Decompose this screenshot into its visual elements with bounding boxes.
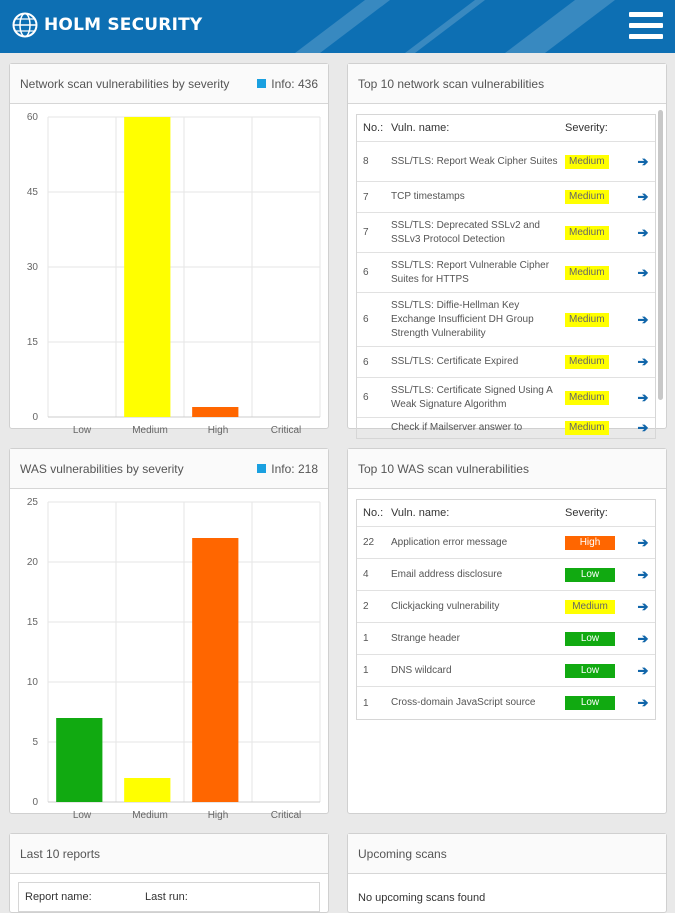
col-vuln-name: Vuln. name: bbox=[391, 507, 450, 519]
severity-badge: Medium bbox=[565, 421, 609, 435]
row-severity bbox=[565, 421, 631, 435]
table-row[interactable] bbox=[357, 347, 655, 378]
panel-title: Network scan vulnerabilities by severity bbox=[20, 76, 230, 91]
table-row[interactable] bbox=[357, 213, 655, 253]
arrow-right-icon[interactable]: ➔ bbox=[637, 224, 649, 240]
info-legend[interactable] bbox=[257, 77, 318, 91]
logo[interactable] bbox=[12, 12, 202, 38]
table-row[interactable] bbox=[357, 559, 655, 591]
severity-badge: Low bbox=[565, 664, 615, 678]
globe-icon bbox=[12, 12, 38, 38]
panel-title: Top 10 network scan vulnerabilities bbox=[358, 76, 545, 91]
col-severity: Severity: bbox=[565, 507, 608, 519]
arrow-right-icon[interactable]: ➔ bbox=[637, 566, 649, 582]
reports-table bbox=[18, 882, 320, 912]
table-row[interactable] bbox=[357, 527, 655, 559]
row-count: 6 bbox=[363, 392, 369, 403]
row-severity bbox=[565, 696, 631, 710]
header-pattern bbox=[255, 0, 675, 53]
row-severity bbox=[565, 355, 631, 369]
y-tick-label: 15 bbox=[26, 337, 38, 348]
hamburger-icon bbox=[629, 12, 663, 17]
row-count: 6 bbox=[363, 314, 369, 325]
x-tick-label: Low bbox=[72, 810, 92, 821]
hamburger-icon-bar bbox=[629, 23, 663, 28]
y-tick-label: 10 bbox=[26, 677, 38, 688]
col-no: No.: bbox=[363, 507, 384, 519]
row-count: 8 bbox=[363, 156, 369, 167]
y-tick-label: 5 bbox=[32, 737, 38, 748]
row-vuln-name: Clickjacking vulnerability bbox=[391, 600, 500, 612]
arrow-right-icon[interactable]: ➔ bbox=[637, 598, 649, 614]
row-severity bbox=[565, 226, 631, 240]
row-severity bbox=[565, 536, 631, 550]
col-severity: Severity: bbox=[565, 122, 608, 134]
row-vuln-name: SSL/TLS: Deprecated SSLv2 and SSLv3 Protocol Detection bbox=[391, 219, 540, 245]
row-severity bbox=[565, 313, 631, 327]
y-tick-label: 30 bbox=[26, 262, 38, 273]
scrollbar[interactable] bbox=[658, 110, 663, 400]
bar-low bbox=[56, 718, 102, 802]
arrow-right-icon[interactable]: ➔ bbox=[637, 534, 649, 550]
bar-medium bbox=[124, 117, 170, 417]
x-tick-label: Critical bbox=[270, 425, 302, 436]
app-header bbox=[0, 0, 675, 53]
severity-badge: Medium bbox=[565, 190, 609, 204]
panel-title: WAS vulnerabilities by severity bbox=[20, 461, 184, 476]
row-count: 6 bbox=[363, 356, 369, 368]
table-row[interactable] bbox=[357, 378, 655, 418]
panel-title: Last 10 reports bbox=[20, 846, 101, 861]
arrow-right-icon[interactable]: ➔ bbox=[637, 420, 649, 435]
table-row[interactable] bbox=[357, 253, 655, 293]
upcoming-scans-panel bbox=[347, 833, 667, 913]
severity-badge: Medium bbox=[565, 226, 609, 240]
row-severity bbox=[565, 190, 631, 204]
row-severity bbox=[565, 664, 631, 678]
col-report-name: Report name: bbox=[25, 891, 92, 903]
hamburger-icon-bar bbox=[629, 34, 663, 39]
x-tick-label: Medium bbox=[132, 810, 168, 821]
row-count: 4 bbox=[363, 569, 369, 580]
info-legend[interactable] bbox=[257, 462, 318, 476]
was-vuln-table bbox=[356, 499, 656, 720]
x-tick-label: High bbox=[207, 810, 229, 821]
row-vuln-name: SSL/TLS: Certificate Expired bbox=[391, 356, 519, 367]
panel-header bbox=[10, 64, 328, 104]
hamburger-menu-button[interactable] bbox=[629, 12, 663, 40]
arrow-right-icon[interactable]: ➔ bbox=[637, 630, 649, 646]
table-row[interactable] bbox=[357, 418, 655, 438]
info-swatch bbox=[257, 464, 266, 473]
reports-table-header bbox=[19, 883, 319, 911]
bar-high bbox=[192, 538, 238, 802]
table-row[interactable] bbox=[357, 623, 655, 655]
table-row[interactable] bbox=[357, 687, 655, 719]
col-last-run: Last run: bbox=[145, 891, 188, 903]
arrow-right-icon[interactable]: ➔ bbox=[637, 189, 649, 204]
row-vuln-name: TCP timestamps bbox=[391, 191, 465, 202]
table-row[interactable] bbox=[357, 182, 655, 213]
row-count: 22 bbox=[363, 537, 375, 548]
table-row[interactable] bbox=[357, 655, 655, 687]
panel-title: Upcoming scans bbox=[358, 846, 447, 861]
info-swatch bbox=[257, 79, 266, 88]
table-header bbox=[357, 115, 655, 142]
was-severity-chart bbox=[10, 490, 330, 821]
row-vuln-name: SSL/TLS: Certificate Signed Using A Weak Signature Algorithm bbox=[391, 384, 553, 410]
severity-badge: Medium bbox=[565, 155, 609, 169]
y-tick-label: 0 bbox=[32, 797, 38, 808]
row-severity bbox=[565, 568, 631, 582]
network-chart-panel bbox=[9, 63, 329, 436]
y-tick-label: 25 bbox=[26, 497, 38, 508]
severity-badge: Low bbox=[565, 632, 615, 646]
y-tick-label: 0 bbox=[32, 412, 38, 423]
row-count: 2 bbox=[363, 601, 369, 612]
was-chart-panel bbox=[9, 448, 329, 821]
panel-title: Top 10 WAS scan vulnerabilities bbox=[358, 461, 529, 476]
severity-badge: Low bbox=[565, 696, 615, 710]
row-vuln-name: Email address disclosure bbox=[391, 568, 503, 580]
severity-badge: Medium bbox=[565, 266, 609, 280]
table-row[interactable] bbox=[357, 591, 655, 623]
row-vuln-name: Check if Mailserver answer to bbox=[391, 422, 523, 433]
y-tick-label: 45 bbox=[26, 187, 38, 198]
severity-badge: High bbox=[565, 536, 615, 550]
row-vuln-name: DNS wildcard bbox=[391, 664, 452, 676]
top-was-panel bbox=[347, 448, 667, 814]
severity-badge: Medium bbox=[565, 391, 609, 405]
col-vuln-name: Vuln. name: bbox=[391, 122, 450, 134]
table-row[interactable] bbox=[357, 293, 655, 347]
row-count: 6 bbox=[363, 267, 369, 278]
logo-text: HOLM SECURITY bbox=[44, 15, 203, 35]
panel-header bbox=[348, 64, 666, 104]
row-severity bbox=[565, 155, 631, 169]
panel-header bbox=[348, 449, 666, 489]
panel-header bbox=[348, 834, 666, 874]
network-severity-chart bbox=[10, 105, 330, 436]
row-vuln-name: Strange header bbox=[391, 632, 460, 644]
severity-badge: Medium bbox=[565, 355, 609, 369]
row-severity bbox=[565, 632, 631, 646]
network-vuln-table bbox=[356, 114, 656, 439]
severity-badge: Medium bbox=[565, 600, 615, 614]
row-severity bbox=[565, 391, 631, 405]
row-vuln-name: SSL/TLS: Report Weak Cipher Suites bbox=[391, 155, 558, 167]
no-upcoming-text: No upcoming scans found bbox=[358, 892, 486, 904]
y-tick-label: 60 bbox=[26, 112, 38, 123]
table-row[interactable] bbox=[357, 142, 655, 182]
arrow-right-icon[interactable]: ➔ bbox=[637, 662, 649, 678]
row-vuln-name: Application error message bbox=[391, 536, 508, 548]
row-count: 1 bbox=[363, 633, 369, 644]
severity-badge: Medium bbox=[565, 313, 609, 327]
row-vuln-name: SSL/TLS: Diffie-Hellman Key Exchange Insufficient DH Group Strength Vulnerability bbox=[391, 299, 534, 339]
arrow-right-icon[interactable]: ➔ bbox=[637, 311, 649, 327]
info-count: Info: 218 bbox=[271, 461, 318, 476]
arrow-right-icon[interactable]: ➔ bbox=[637, 389, 649, 405]
panel-header bbox=[10, 449, 328, 489]
x-tick-label: Low bbox=[72, 425, 92, 436]
x-tick-label: High bbox=[207, 425, 229, 436]
row-count: 7 bbox=[363, 227, 369, 238]
arrow-right-icon[interactable]: ➔ bbox=[637, 264, 649, 280]
severity-badge: Low bbox=[565, 568, 615, 582]
table-header bbox=[357, 500, 655, 527]
row-count: 1 bbox=[363, 665, 369, 676]
row-severity bbox=[565, 600, 631, 614]
row-severity bbox=[565, 266, 631, 280]
bar-high bbox=[192, 407, 238, 417]
arrow-right-icon[interactable]: ➔ bbox=[637, 695, 649, 710]
y-tick-label: 15 bbox=[26, 617, 38, 628]
arrow-right-icon[interactable]: ➔ bbox=[637, 153, 649, 169]
col-no: No.: bbox=[363, 122, 384, 134]
bar-medium bbox=[124, 778, 170, 802]
row-count: 1 bbox=[363, 697, 369, 709]
last-reports-panel bbox=[9, 833, 329, 913]
info-count: Info: 436 bbox=[271, 76, 318, 91]
row-vuln-name: SSL/TLS: Report Vulnerable Cipher Suites for HTTPS bbox=[391, 259, 550, 285]
top-network-panel bbox=[347, 63, 667, 435]
x-tick-label: Critical bbox=[270, 810, 302, 821]
row-count: 7 bbox=[363, 191, 369, 203]
panel-header bbox=[10, 834, 328, 874]
arrow-right-icon[interactable]: ➔ bbox=[637, 354, 649, 369]
x-tick-label: Medium bbox=[132, 425, 168, 436]
row-vuln-name: Cross-domain JavaScript source bbox=[391, 697, 536, 708]
y-tick-label: 20 bbox=[26, 557, 38, 568]
